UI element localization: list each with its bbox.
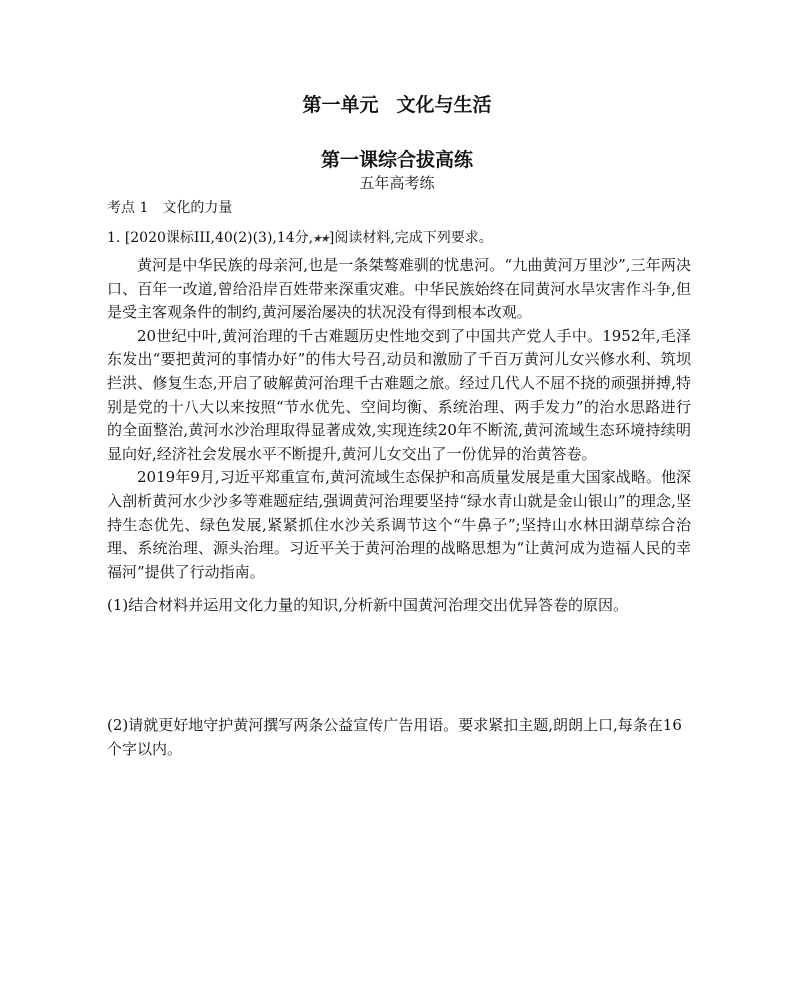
sub-question-1: (1)结合材料并运用文化力量的知识,分析新中国黄河治理交出优异答卷的原因。	[107, 596, 629, 614]
material-paragraph: 2019年9月,习近平郑重宣布,黄河流域生态保护和高质量发展是重大国家战略。他深入剖析黄河水少沙多等难题症结,强调黄河治理要坚持“绿水青山就是金山银山”的理念,坚持生态优先、绿色发展,紧紧抓住水沙关系调节这个“牛鼻子”;坚持山水林田湖草综合治理、系统治理、源头治理。习近平关于黄河治理的战略思想为“让黄河成为造福人民的幸福河”提供了行动指南。	[107, 468, 691, 581]
lesson-title: 第一课综合拔高练	[320, 149, 473, 171]
unit-number: 第一单元	[302, 94, 379, 116]
question-source: [2020课标III,40(2)(3),14分,	[124, 230, 314, 246]
question-instruction: 阅读材料,完成下列要求。	[334, 230, 493, 246]
exam-point-label: 考点 1	[107, 200, 149, 216]
exam-point-heading	[107, 197, 232, 217]
unit-name: 文化与生活	[396, 94, 492, 116]
material-paragraph: 黄河是中华民族的母亲河,也是一条桀骜难驯的忧患河。“九曲黄河万里沙”,三年两决口、百年一改道,曾给沿岸百姓带来深重灾难。中华民族始终在同黄河水旱灾害作斗争,但是受主客观条件的制约,黄河屡治屡决的状况没有得到根本改观。	[107, 256, 691, 322]
lesson-subtitle: 五年高考练	[359, 174, 435, 192]
difficulty-stars-icon: ★★	[311, 232, 331, 245]
question-source-end: ]	[328, 230, 335, 246]
question-number: 1.	[107, 230, 121, 246]
question-heading	[107, 227, 493, 247]
material-paragraph: 20世纪中叶,黄河治理的千古难题历史性地交到了中国共产党人手中。1952年,毛泽东发出“要把黄河的事情办好”的伟大号召,动员和激励了千百万黄河儿女兴修水利、筑坝拦洪、修复生态,开启了破解黄河治理千古难题之旅。经过几代人不屈不挠的顽强拼搏,特别是党的十八大以来按照“节水优先、空间均衡、系统治理、两手发力”的治水思路进行的全面整治,黄河水沙治理取得显著成效,实现连续20年不断流,黄河流域生态环境持续明显向好,经济社会发展水平不断提升,黄河儿女交出了一份优异的治黄答卷。	[107, 326, 691, 463]
exam-point-topic: 文化的力量	[162, 200, 233, 216]
unit-title	[0, 90, 794, 117]
sub-question-2: (2)请就更好地守护黄河撰写两条公益宣传广告用语。要求紧扣主题,朗朗上口,每条在16个字以内。	[107, 716, 682, 758]
reading-material	[107, 254, 691, 584]
